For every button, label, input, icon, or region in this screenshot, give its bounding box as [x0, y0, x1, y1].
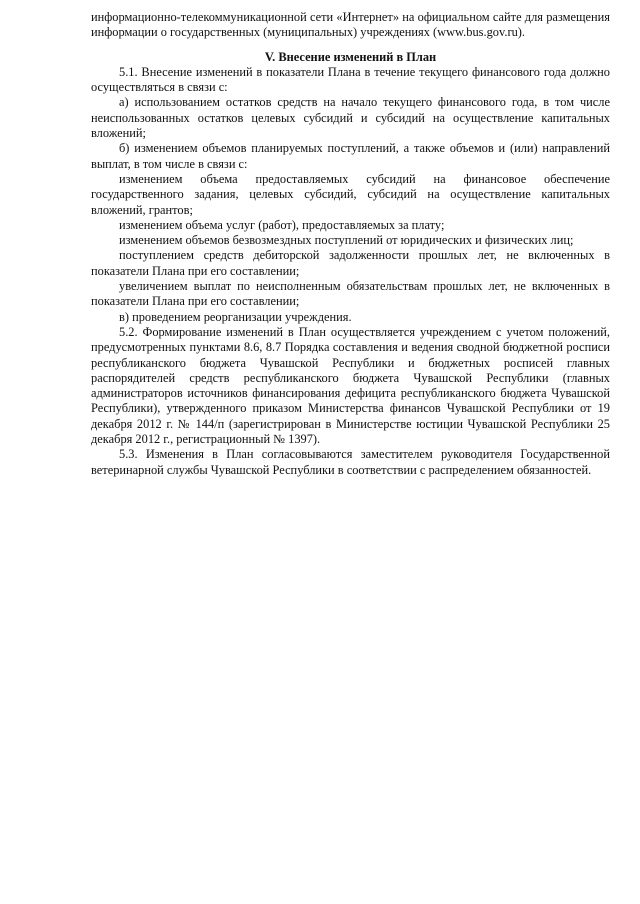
subitem-gratuitous-receipts: изменением объемов безвозмездных поступлений от юридических и физических лиц; — [119, 233, 574, 248]
subitem-subsidies: изменением объема предоставляемых субсидий на финансовое обеспечение государственного задания, целевых субсидий, субсидий на осуществление капитальных вложений, грантов; — [91, 171, 610, 217]
paragraph-5-2: 5.2. Формирование изменений в План осуществляется учреждением с учетом положений, предусмотренных пунктами 8.6, 8.7 Порядка составления и ведения сводной бюджетной росписи республиканского бюджета Чувашской Республики и бюджетных росписей главных распорядителей средств республиканского бюджета Чувашской Республики (главных администраторов источников финансирования дефицита республиканского бюджета Чувашской Республики), утвержденного приказом Министерства финансов Чувашской Республики от 19 декабря 2012 г. № 144/п (зарегистрирован в Министерстве юстиции Чувашской Республики 25 декабря 2012 г., регистрационный № 1397). — [91, 324, 610, 447]
subitem-paid-services: изменением объема услуг (работ), предоставляемых за плату; — [119, 217, 445, 232]
subitem-unfulfilled-obligations: увеличением выплат по неисполненным обязательствам прошлых лет, не включенных в показатели Плана при его составлении; — [91, 279, 610, 309]
subitem-receivables: поступлением средств дебиторской задолженности прошлых лет, не включенных в показатели Плана при его составлении; — [91, 248, 610, 278]
paragraph-5-3: 5.3. Изменения в План согласовываются заместителем руководителя Государственной ветеринарной службы Чувашской Республики в соответствии с распределением обязанностей. — [91, 447, 610, 477]
intro-paragraph: информационно-телекоммуникационной сети «Интернет» на официальном сайте для размещения информации о государственных (муниципальных) учреждениях (www.bus.gov.ru). — [91, 10, 610, 40]
item-a: а) использованием остатков средств на начало текущего финансового года, в том числе неиспользованных остатков целевых субсидий и субсидий на осуществление капитальных вложений; — [91, 95, 610, 141]
item-b: б) изменением объемов планируемых поступлений, а также объемов и (или) направлений выплат, в том числе в связи с: — [91, 141, 610, 171]
section-heading: V. Внесение изменений в План — [264, 49, 437, 64]
paragraph-5-1: 5.1. Внесение изменений в показатели Плана в течение текущего финансового года должно осуществляться в связи с: — [91, 64, 610, 95]
document-page — [91, 10, 610, 478]
item-v: в) проведением реорганизации учреждения. — [119, 309, 352, 324]
